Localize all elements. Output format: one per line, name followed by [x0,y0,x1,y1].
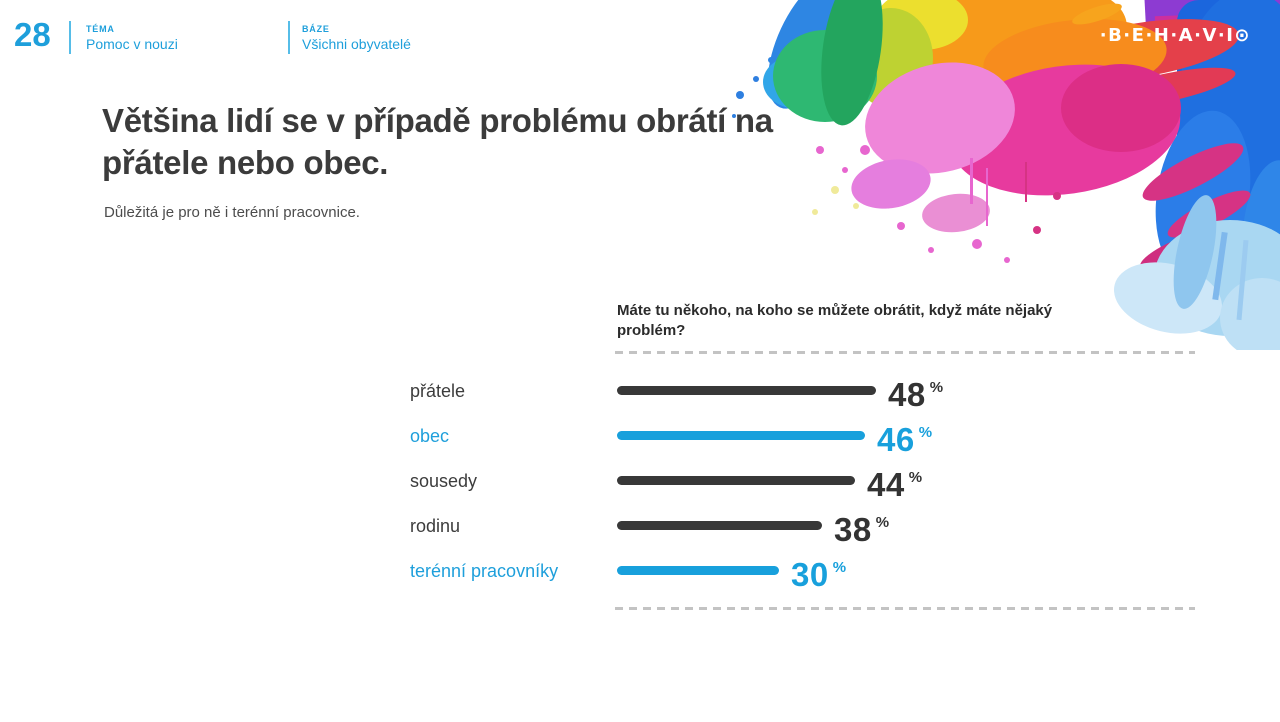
bar-value-number: 30 [791,556,829,593]
bar [617,476,855,485]
chart-row [0,553,1280,598]
dashed-separator-bottom [615,607,1195,610]
slide-title-line2: přátele nebo obec. [102,144,389,181]
bar-value-number: 46 [877,421,915,458]
bar [617,566,779,575]
chart-row [0,463,1280,508]
percent-sign: % [832,559,847,576]
header-tema-group [86,24,178,52]
tema-value: Pomoc v nouzi [86,36,178,52]
bar-value [888,378,943,411]
behavio-logo: ·B·E·H·A·V·I⊙ [1099,25,1251,46]
header-baze-group [302,24,411,52]
chart-rows [0,373,1280,598]
percent-sign: % [908,469,923,486]
bar-label: terénní pracovníky [410,561,559,581]
slide-subtitle: Důležitá je pro ně i terénní pracovnice. [104,204,360,221]
bar [617,431,865,440]
baze-label: BÁZE [302,24,330,34]
percent-sign: % [929,379,944,396]
bar-label: obec [410,426,450,446]
bar-label: rodinu [410,516,461,536]
chart-question-line2: problém? [617,322,686,339]
bar [617,521,822,530]
chart-question-line1: Máte tu někoho, na koho se můžete obrátit, když máte nějaký [617,302,1053,319]
chart-row [0,418,1280,463]
bar-value [867,468,922,501]
tema-label: TÉMA [86,24,115,34]
bar-value-number: 48 [888,376,926,413]
bar-value [877,423,932,456]
percent-sign: % [918,424,933,441]
slide-number: 28 [14,16,51,53]
bar-value-number: 44 [867,466,905,503]
percent-sign: % [875,514,890,531]
baze-value: Všichni obyvatelé [302,36,411,52]
chart-row [0,373,1280,418]
bar-value [791,558,846,591]
bar-label: přátele [410,381,466,401]
bar-value-number: 38 [834,511,872,548]
header-divider [69,21,71,54]
dashed-separator-top [615,351,1195,354]
bar-value [834,513,889,546]
bar-label: sousedy [410,471,478,491]
chart-question [617,301,1052,341]
header-divider [288,21,290,54]
paint-splash-decoration [725,0,1280,350]
slide-title [102,100,773,184]
slide-title-line1: Většina lidí se v případě problému obrátí na [102,102,773,139]
bar [617,386,876,395]
chart-row [0,508,1280,553]
